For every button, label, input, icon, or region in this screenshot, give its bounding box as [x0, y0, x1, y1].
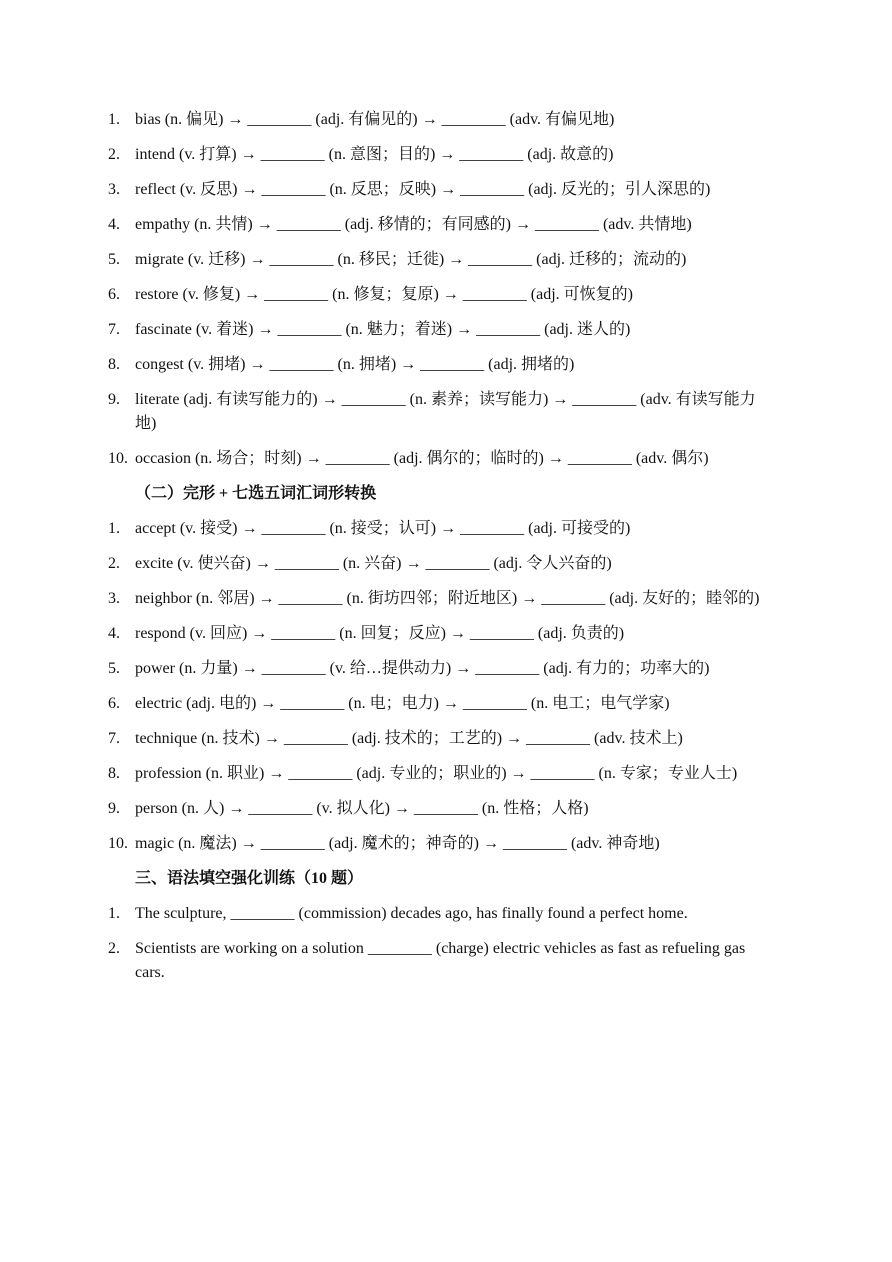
item-text: congest (v. 拥堵) → ________ (n. 拥堵) → ________ (adj. 拥堵的)	[135, 356, 575, 373]
item-number: 3.	[108, 181, 120, 198]
item-text: person (n. 人) → ________ (v. 拟人化) → ________ (n. 性格；人格)	[135, 800, 589, 817]
item-text: accept (v. 接受) → ________ (n. 接受；认可) → ________ (adj. 可接受的)	[135, 520, 631, 537]
item-text: electric (adj. 电的) → ________ (n. 电；电力) → ________ (n. 电工；电气学家)	[135, 695, 670, 712]
item-text: literate (adj. 有读写能力的) → ________ (n. 素养；读写能力) → ________ (adv. 有读写能力地)	[135, 391, 756, 432]
item-text: fascinate (v. 着迷) → ________ (n. 魅力；着迷) → ________ (adj. 迷人的)	[135, 321, 631, 338]
item-text: occasion (n. 场合；时刻) → ________ (adj. 偶尔的；临时的) → ________ (adv. 偶尔)	[135, 450, 709, 467]
item-text: power (n. 力量) → ________ (v. 给…提供动力) → ________ (adj. 有力的；功率大的)	[135, 660, 710, 677]
section-two-heading: （二）完形 + 七选五词汇词形转换	[135, 485, 377, 502]
item-number: 4.	[108, 216, 120, 233]
section-three-heading: 三、语法填空强化训练（10 题）	[135, 870, 364, 887]
list-item	[108, 213, 768, 237]
item-number: 1.	[108, 905, 120, 922]
list-item	[108, 902, 768, 926]
item-text: empathy (n. 共情) → ________ (adj. 移情的；有同感的) → ________ (adv. 共情地)	[135, 216, 692, 233]
list-item	[108, 517, 768, 541]
item-number: 5.	[108, 660, 120, 677]
list-item	[108, 692, 768, 716]
list-item	[108, 727, 768, 751]
item-number: 1.	[108, 520, 120, 537]
list-item	[108, 447, 768, 471]
item-text: intend (v. 打算) → ________ (n. 意图；目的) → ________ (adj. 故意的)	[135, 146, 614, 163]
item-number: 9.	[108, 391, 120, 408]
item-text: bias (n. 偏见) → ________ (adj. 有偏见的) → ________ (adv. 有偏见地)	[135, 111, 615, 128]
item-text: restore (v. 修复) → ________ (n. 修复；复原) → ________ (adj. 可恢复的)	[135, 286, 634, 303]
list-item	[108, 937, 768, 985]
item-number: 8.	[108, 765, 120, 782]
list-item	[108, 657, 768, 681]
item-number: 1.	[108, 111, 120, 128]
list-item	[108, 178, 768, 202]
item-text: migrate (v. 迁移) → ________ (n. 移民；迁徙) → ________ (adj. 迁移的；流动的)	[135, 251, 687, 268]
item-number: 9.	[108, 800, 120, 817]
item-text: neighbor (n. 邻居) → ________ (n. 街坊四邻；附近地区) → ________ (adj. 友好的；睦邻的)	[135, 590, 760, 607]
list-item	[108, 832, 768, 856]
item-text: magic (n. 魔法) → ________ (adj. 魔术的；神奇的) → ________ (adv. 神奇地)	[135, 835, 660, 852]
item-number: 2.	[108, 940, 120, 957]
item-number: 3.	[108, 590, 120, 607]
item-number: 5.	[108, 251, 120, 268]
list-item	[108, 353, 768, 377]
item-number: 4.	[108, 625, 120, 642]
section-two-list	[108, 517, 768, 856]
list-item	[108, 143, 768, 167]
item-number: 6.	[108, 695, 120, 712]
item-number: 6.	[108, 286, 120, 303]
list-item	[108, 552, 768, 576]
list-item	[108, 797, 768, 821]
item-text: technique (n. 技术) → ________ (adj. 技术的；工艺的) → ________ (adv. 技术上)	[135, 730, 683, 747]
item-number: 7.	[108, 730, 120, 747]
item-number: 2.	[108, 555, 120, 572]
section-three-list	[108, 902, 768, 985]
list-item	[108, 318, 768, 342]
worksheet-page	[108, 108, 768, 996]
list-item	[108, 248, 768, 272]
item-number: 10.	[108, 835, 128, 852]
item-text: excite (v. 使兴奋) → ________ (n. 兴奋) → ________ (adj. 令人兴奋的)	[135, 555, 612, 572]
list-item	[108, 622, 768, 646]
list-item	[108, 283, 768, 307]
list-item	[108, 108, 768, 132]
list-item	[108, 587, 768, 611]
item-number: 8.	[108, 356, 120, 373]
list-item	[108, 388, 768, 436]
item-text: reflect (v. 反思) → ________ (n. 反思；反映) → ________ (adj. 反光的；引人深思的)	[135, 181, 711, 198]
item-number: 10.	[108, 450, 128, 467]
item-text: The sculpture, ________ (commission) decades ago, has finally found a perfect home.	[135, 905, 688, 922]
item-number: 2.	[108, 146, 120, 163]
list-item	[108, 762, 768, 786]
section-one-list	[108, 108, 768, 471]
item-number: 7.	[108, 321, 120, 338]
item-text: profession (n. 职业) → ________ (adj. 专业的；职业的) → ________ (n. 专家；专业人士)	[135, 765, 738, 782]
item-text: Scientists are working on a solution ________ (charge) electric vehicles as fast as refueling gas cars.	[135, 940, 746, 981]
item-text: respond (v. 回应) → ________ (n. 回复；反应) → ________ (adj. 负责的)	[135, 625, 625, 642]
